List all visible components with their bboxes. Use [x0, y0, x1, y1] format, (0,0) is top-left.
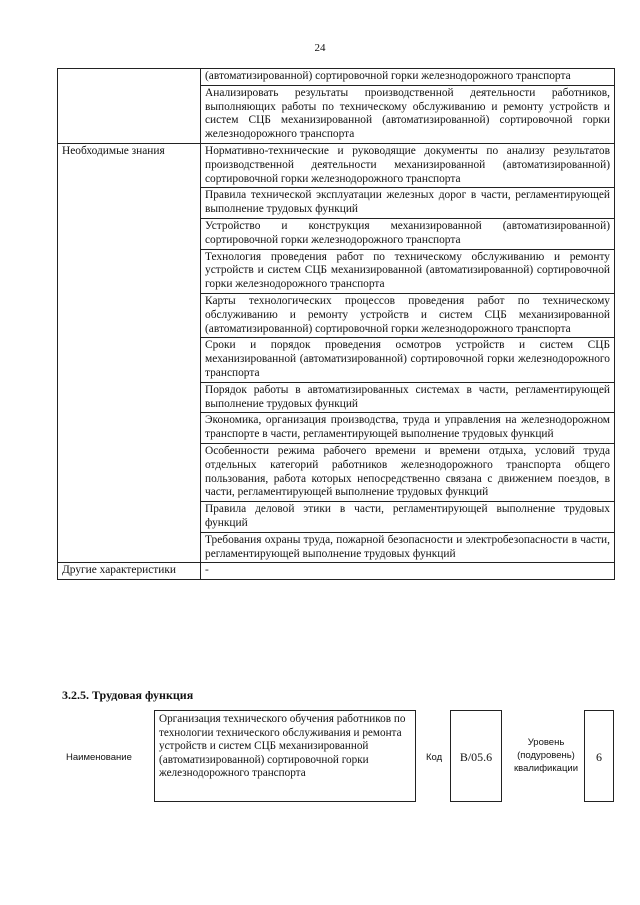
- row-value: Сроки и порядок проведения осмотров устройств и систем СЦБ механизированной (автоматизированной) сортировочной горки железнодорожного транспорта: [201, 338, 615, 382]
- qualification-level-value-box: 6: [584, 710, 614, 802]
- competency-table: [57, 68, 615, 580]
- row-label: [58, 69, 201, 144]
- row-value: Анализировать результаты производственной деятельности работников, выполняющих работы по техническому обслуживанию и ремонту устройств и систем СЦБ механизированной (автоматизированной) сортировочной горки железнодорожного транспорта: [201, 85, 615, 143]
- row-value: (автоматизированной) сортировочной горки железнодорожного транспорта: [201, 69, 615, 86]
- row-value: Устройство и конструкция механизированной (автоматизированной) сортировочной горки железнодорожного транспорта: [201, 218, 615, 249]
- row-value: Карты технологических процессов проведения работ по техническому обслуживанию и ремонту устройств и систем СЦБ механизированной (автоматизированной) сортировочной горки железнодорожного транспорта: [201, 293, 615, 337]
- row-value: Особенности режима рабочего времени и времени отдыха, условий труда отдельных категорий работников железнодорожного транспорта общего пользования, работа которых непосредственно связана с движением поездов, в части, регламентирующей выполнение трудовых функций: [201, 443, 615, 501]
- code-value-box: B/05.6: [450, 710, 502, 802]
- row-value: Порядок работы в автоматизированных системах в части, регламентирующей выполнение трудовых функций: [201, 382, 615, 413]
- table-row: [58, 69, 615, 86]
- section-title: 3.2.5. Трудовая функция: [62, 688, 194, 702]
- row-value: -: [201, 563, 615, 580]
- code-label: Код: [426, 752, 443, 763]
- row-value: Нормативно-технические и руководящие документы по анализу результатов производственной деятельности механизированной (автоматизированной) сортировочной горки железнодорожного транспорта: [201, 143, 615, 187]
- row-value: Правила технической эксплуатации железных дорог в части, регламентирующей выполнение трудовых функций: [201, 188, 615, 219]
- row-value: Правила деловой этики в части, регламентирующей выполнение трудовых функций: [201, 502, 615, 533]
- row-label-other-characteristics: Другие характеристики: [58, 563, 201, 580]
- row-value: Технология проведения работ по техническому обслуживанию и ремонту устройств и систем СЦБ механизированной (автоматизированной) сортировочной горки железнодорожного транспорта: [201, 249, 615, 293]
- table-row: [58, 563, 615, 580]
- qualification-level-label: Уровень (подуровень) квалификации: [513, 737, 579, 774]
- row-value: Требования охраны труда, пожарной безопасности и электробезопасности в части, регламентирующей выполнение трудовых функций: [201, 532, 615, 563]
- labor-function-block: [62, 706, 617, 806]
- row-label-required-knowledge: Необходимые знания: [58, 143, 201, 562]
- row-value: Экономика, организация производства, труда и управления на железнодорожном транспорте в части, регламентирующей выполнение трудовых функций: [201, 413, 615, 444]
- page-number: 24: [314, 42, 326, 54]
- name-value-box: Организация технического обучения работников по технологии технического обслуживания и ремонта устройств и систем СЦБ механизированной (автоматизированной) сортировочной горки железнодорожного транспорта: [154, 710, 416, 802]
- table-row: [58, 143, 615, 187]
- name-label: Наименование: [66, 752, 132, 763]
